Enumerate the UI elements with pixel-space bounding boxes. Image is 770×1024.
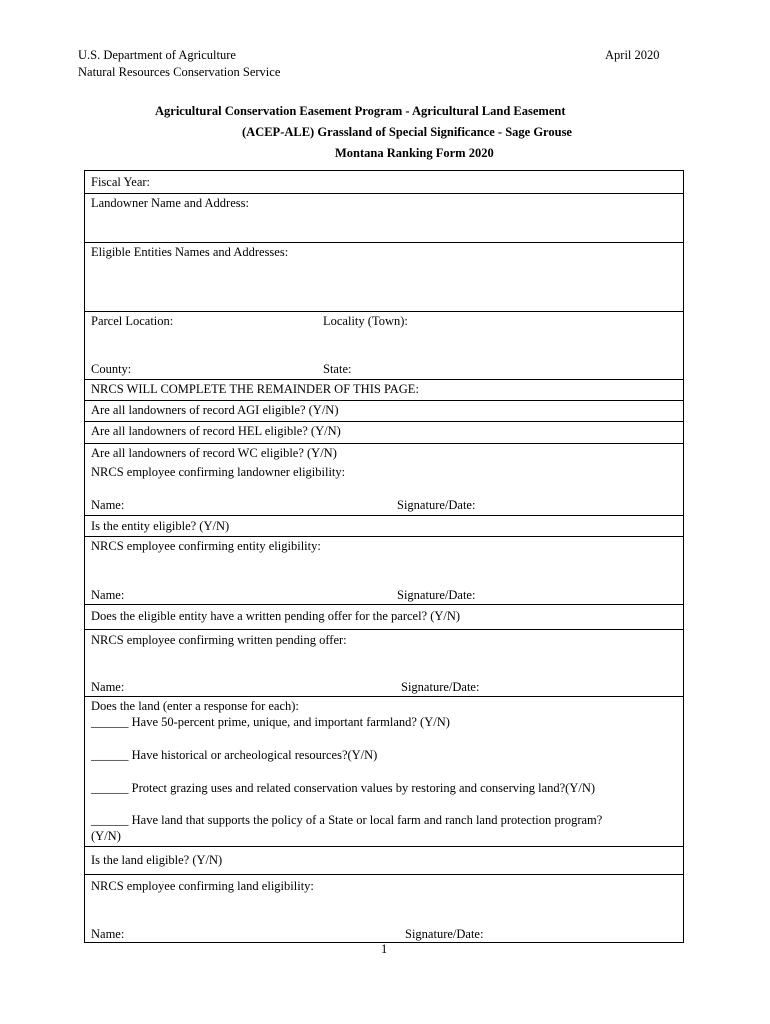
question-historical[interactable]: ______ Have historical or archeological resources?(Y/N)	[91, 748, 378, 762]
entity-eligible-row[interactable]	[85, 515, 683, 536]
fiscal-year-label: Fiscal Year:	[91, 175, 151, 189]
question-policy-yn: (Y/N)	[91, 829, 121, 843]
confirm-land-label: NRCS employee confirming land eligibility:	[91, 879, 314, 893]
confirm-landowner-label: NRCS employee confirming landowner eligibility:	[91, 465, 346, 479]
pending-offer-label: Does the eligible entity have a written pending offer for the parcel? (Y/N)	[91, 609, 461, 623]
nrcs-complete-label: NRCS WILL COMPLETE THE REMAINDER OF THIS PAGE:	[91, 382, 419, 396]
header-agency-block	[78, 47, 280, 81]
confirm-offer-row[interactable]	[85, 629, 683, 696]
ranking-form	[84, 170, 684, 943]
entity-eligible-label: Is the entity eligible? (Y/N)	[91, 519, 230, 533]
title-line-1: Agricultural Conservation Easement Program - Agricultural Land Easement	[155, 104, 566, 118]
service-name: Natural Resources Conservation Service	[78, 65, 281, 79]
county-label: County:	[91, 362, 132, 376]
locality-label: Locality (Town):	[323, 314, 408, 328]
entity-name-label: Name:	[91, 588, 125, 602]
state-label: State:	[323, 362, 352, 376]
confirm-offer-label: NRCS employee confirming written pending offer:	[91, 633, 347, 647]
land-eligible-row[interactable]	[85, 846, 683, 874]
question-policy[interactable]: ______ Have land that supports the policy of a State or local farm and ranch land protection program?	[91, 813, 603, 827]
entity-signature-label: Signature/Date:	[397, 588, 476, 602]
hel-label: Are all landowners of record HEL eligible? (Y/N)	[91, 424, 341, 438]
landowner-label: Landowner Name and Address:	[91, 196, 249, 210]
parcel-location-label: Parcel Location:	[91, 314, 174, 328]
fiscal-year-row[interactable]	[85, 171, 683, 193]
question-grazing[interactable]: ______ Protect grazing uses and related conservation values by restoring and conserving land?(Y/N)	[91, 781, 596, 795]
offer-name-label: Name:	[91, 680, 125, 694]
landowner-row[interactable]	[85, 193, 683, 242]
pending-offer-row[interactable]	[85, 604, 683, 629]
landowner-name-label: Name:	[91, 498, 125, 512]
title-line-2: (ACEP-ALE) Grassland of Special Significance - Sage Grouse	[242, 125, 572, 139]
landowner-signature-label: Signature/Date:	[397, 498, 476, 512]
agency-name: U.S. Department of Agriculture	[78, 48, 236, 62]
agi-row[interactable]	[85, 400, 683, 421]
confirm-land-row[interactable]	[85, 874, 683, 944]
wc-label: Are all landowners of record WC eligible? (Y/N)	[91, 446, 337, 460]
nrcs-complete-row	[85, 379, 683, 400]
question-farmland[interactable]: ______ Have 50-percent prime, unique, and important farmland? (Y/N)	[91, 715, 450, 729]
parcel-row[interactable]	[85, 311, 683, 379]
land-questions-row	[85, 696, 683, 846]
agi-label: Are all landowners of record AGI eligible? (Y/N)	[91, 403, 339, 417]
entities-row[interactable]	[85, 242, 683, 311]
land-eligible-label: Is the land eligible? (Y/N)	[91, 853, 223, 867]
confirm-entity-label: NRCS employee confirming entity eligibility:	[91, 539, 321, 553]
page-number: 1	[381, 942, 388, 956]
confirm-entity-row[interactable]	[85, 536, 683, 604]
land-name-label: Name:	[91, 927, 125, 941]
title-line-3: Montana Ranking Form 2020	[335, 146, 494, 160]
entities-label: Eligible Entities Names and Addresses:	[91, 245, 289, 259]
does-land-label: Does the land (enter a response for each):	[91, 699, 299, 713]
land-signature-label: Signature/Date:	[405, 927, 484, 941]
offer-signature-label: Signature/Date:	[401, 680, 480, 694]
header-date: April 2020	[605, 48, 660, 62]
form-title	[78, 101, 770, 164]
wc-row[interactable]	[85, 443, 683, 515]
hel-row[interactable]	[85, 421, 683, 443]
